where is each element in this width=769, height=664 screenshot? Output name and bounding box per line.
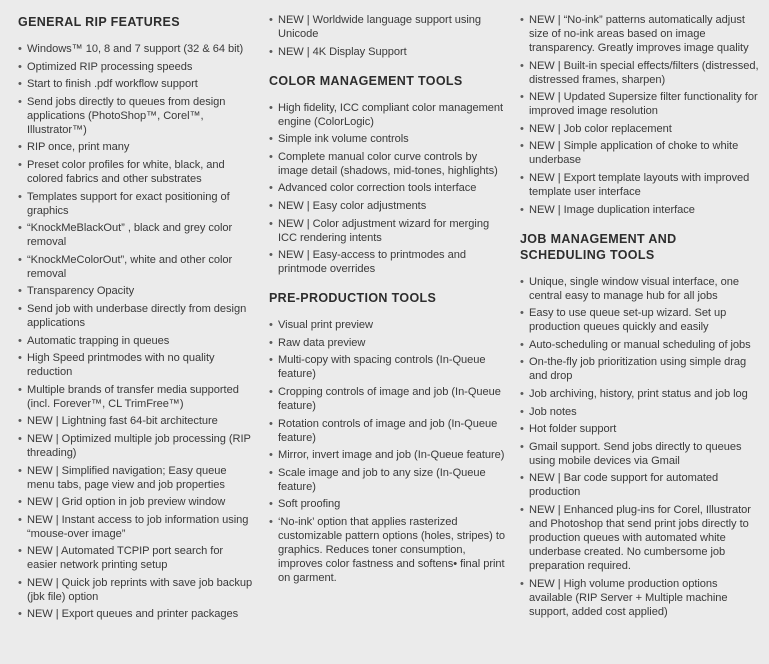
list-item: • Scale image and job to any size (In-Queue feature) (269, 466, 505, 494)
list-item: • Raw data preview (269, 336, 505, 350)
list-item: • High fidelity, ICC compliant color management engine (ColorLogic) (269, 101, 505, 129)
list-item: • Unique, single window visual interface, one central easy to manage hub for all jobs (520, 275, 760, 303)
list-item: • NEW | Worldwide language support using Unicode (269, 13, 505, 41)
list-item: • NEW | Job color replacement (520, 122, 760, 136)
list-item: • Send jobs directly to queues from design applications (PhotoShop™, Corel™, Illustrator™) (18, 95, 255, 137)
list-item: • NEW | Updated Supersize filter functionality for improved image resolution (520, 90, 760, 118)
list-item: • NEW | Simplified navigation; Easy queue menu tabs, page view and job properties (18, 464, 255, 492)
section-heading-color-management: COLOR MANAGEMENT TOOLS (269, 73, 463, 88)
list-item: • Job archiving, history, print status and job log (520, 387, 760, 401)
list-item: • “KnockMeColorOut”, white and other color removal (18, 253, 255, 281)
pre-production-list (269, 318, 505, 585)
list-item: • Job notes (520, 405, 760, 419)
list-item: • NEW | 4K Display Support (269, 45, 505, 59)
list-item: • Easy to use queue set-up wizard. Set up production queues quickly and easily (520, 306, 760, 334)
list-item: • Multi-copy with spacing controls (In-Queue feature) (269, 353, 505, 381)
list-item: • On-the-fly job prioritization using simple drag and drop (520, 355, 760, 383)
job-management-list (520, 275, 760, 619)
list-item: • NEW | Color adjustment wizard for merging ICC rendering intents (269, 217, 505, 245)
list-item: • NEW | Easy color adjustments (269, 199, 505, 213)
list-item: • Multiple brands of transfer media supported (incl. Forever™, CL TrimFree™) (18, 383, 255, 411)
list-item: • Advanced color correction tools interface (269, 181, 505, 195)
list-item: • Soft proofing (269, 497, 505, 511)
list-item: • High Speed printmodes with no quality reduction (18, 351, 255, 379)
list-item: • Optimized RIP processing speeds (18, 60, 255, 74)
list-item: • Auto-scheduling or manual scheduling of jobs (520, 338, 760, 352)
list-item: • NEW | Export queues and printer packages (18, 607, 255, 621)
column-2 (269, 13, 505, 589)
list-item: • NEW | High volume production options available (RIP Server + Multiple machine support, added cost applied) (520, 577, 760, 619)
list-item: • Simple ink volume controls (269, 132, 505, 146)
color-management-list (269, 101, 505, 277)
list-item: • Cropping controls of image and job (In-Queue feature) (269, 385, 505, 413)
list-item: • Preset color profiles for white, black, and colored fabrics and other substrates (18, 158, 255, 186)
list-item: • Mirror, invert image and job (In-Queue feature) (269, 448, 505, 462)
section-heading-pre-production: PRE-PRODUCTION TOOLS (269, 291, 437, 306)
section-heading-general-rip: GENERAL RIP FEATURES (18, 15, 180, 29)
list-item: • NEW | Quick job reprints with save job backup (jbk file) option (18, 576, 255, 604)
list-item: • NEW | Export template layouts with improved template user interface (520, 171, 760, 199)
list-item: • NEW | Optimized multiple job processing (RIP threading) (18, 432, 255, 460)
column-3 (520, 13, 760, 622)
column-1 (18, 14, 255, 625)
list-item: • NEW | Simple application of choke to white underbase (520, 139, 760, 167)
language-support-list (269, 13, 505, 59)
list-item: • Start to finish .pdf workflow support (18, 77, 255, 91)
general-rip-list (18, 42, 255, 621)
list-item: • Rotation controls of image and job (In-Queue feature) (269, 417, 505, 445)
list-item: • NEW | Automated TCPIP port search for easier network printing setup (18, 544, 255, 572)
list-item: • NEW | Instant access to job information using “mouse-over image” (18, 513, 255, 541)
list-item: • NEW | Bar code support for automated production (520, 471, 760, 499)
list-item: • Windows™ 10, 8 and 7 support (32 & 64 bit) (18, 42, 255, 56)
list-item: • RIP once, print many (18, 140, 255, 154)
list-item: • Automatic trapping in queues (18, 334, 255, 348)
list-item: • NEW | Easy-access to printmodes and printmode overrides (269, 248, 505, 276)
image-effects-list (520, 13, 760, 217)
list-item: • ‘No-ink’ option that applies rasterized customizable pattern options (holes, stripes) to graphics. Reduces toner consumption, improves color fastness and softens• final print on garment. (269, 515, 505, 585)
list-item: • Visual print preview (269, 318, 505, 332)
list-item: • NEW | Image duplication interface (520, 203, 760, 217)
list-item: • Templates support for exact positioning of graphics (18, 190, 255, 218)
list-item: • “KnockMeBlackOut” , black and grey color removal (18, 221, 255, 249)
list-item: • Transparency Opacity (18, 284, 255, 298)
list-item: • Hot folder support (520, 422, 760, 436)
list-item: • NEW | Lightning fast 64-bit architecture (18, 414, 255, 428)
list-item: • NEW | Grid option in job preview window (18, 495, 255, 509)
list-item: • Gmail support. Send jobs directly to queues using mobile devices via Gmail (520, 440, 760, 468)
section-heading-job-management: JOB MANAGEMENT AND SCHEDULING TOOLS (520, 231, 677, 262)
list-item: • NEW | “No-ink” patterns automatically adjust size of no-ink areas based on image transparency. Greatly improves image quality (520, 13, 760, 55)
list-item: • NEW | Enhanced plug-ins for Corel, Illustrator and Photoshop that send print jobs directly to production queues with automated white underbase created. No cumbersome job preparation required. (520, 503, 760, 573)
list-item: • Complete manual color curve controls by image detail (shadows, mid-tones, highlights) (269, 150, 505, 178)
list-item: • Send job with underbase directly from design applications (18, 302, 255, 330)
list-item: • NEW | Built-in special effects/filters (distressed, distressed frames, sharpen) (520, 59, 760, 87)
